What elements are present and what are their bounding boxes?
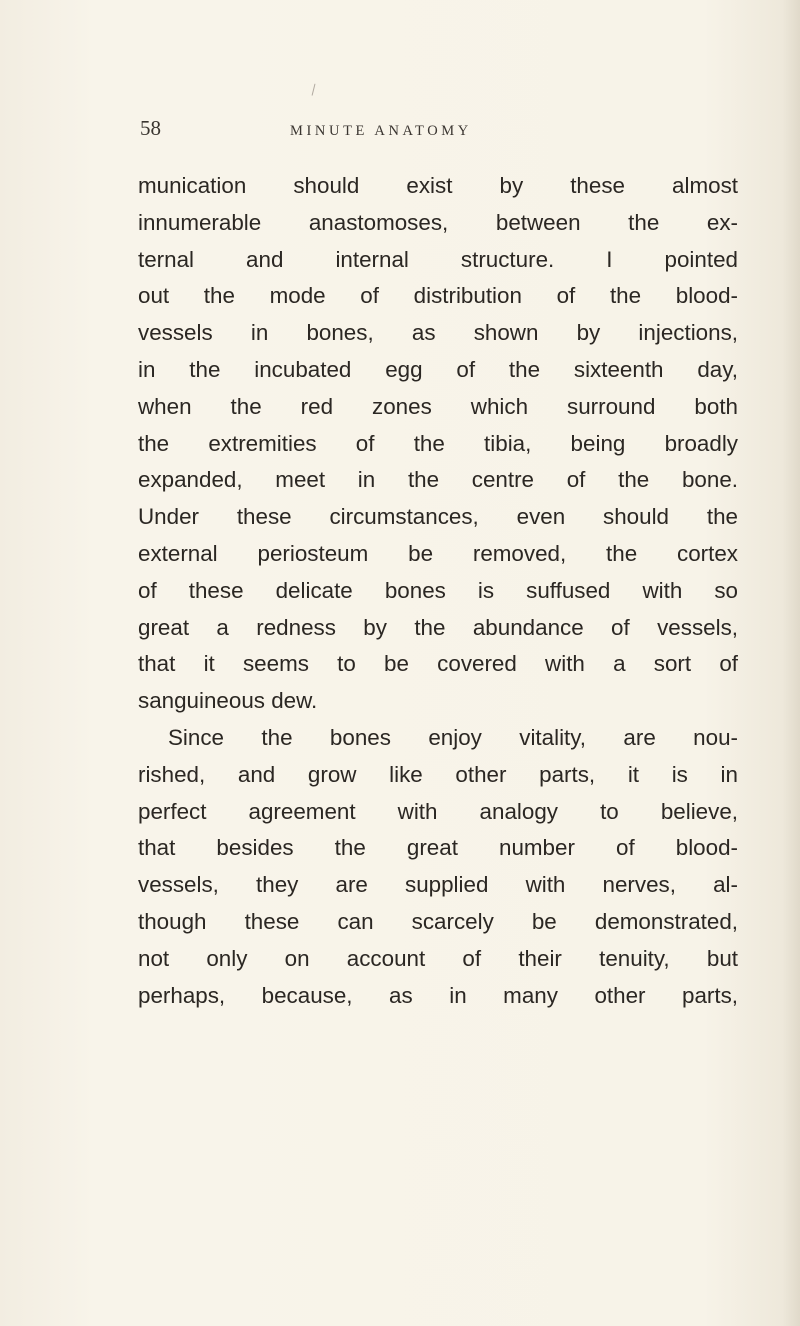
- text-line: external periosteum be removed, the cortex: [138, 540, 738, 566]
- text-line: Since the bones enjoy vitality, are nou-: [168, 724, 738, 750]
- text-line: rished, and grow like other parts, it is in: [138, 761, 738, 787]
- page-number: 58: [140, 116, 161, 140]
- page-edge-shadow: [782, 0, 800, 1326]
- pencil-mark: [312, 84, 319, 97]
- text-line: vessels, they are supplied with nerves, al-: [138, 872, 738, 898]
- text-line: sanguineous dew.: [138, 688, 318, 714]
- text-line: innumerable anastomoses, between the ex-: [138, 209, 738, 235]
- text-line: not only on account of their tenuity, but: [138, 945, 738, 971]
- text-line: though these can scarcely be demonstrated,: [138, 908, 738, 934]
- text-line: expanded, meet in the centre of the bone.: [138, 467, 738, 493]
- text-line: munication should exist by these almost: [138, 173, 738, 198]
- text-line: great a redness by the abundance of vessels,: [138, 614, 738, 640]
- text-line: that it seems to be covered with a sort of: [138, 651, 738, 677]
- text-line: out the mode of distribution of the blood-: [138, 283, 738, 309]
- text-line: Under these circumstances, even should the: [138, 504, 738, 530]
- text-line: in the incubated egg of the sixteenth day,: [138, 356, 738, 382]
- text-line: vessels in bones, as shown by injections,: [138, 320, 738, 346]
- text-line: ternal and internal structure. I pointed: [138, 246, 738, 272]
- text-line: the extremities of the tibia, being broadly: [138, 430, 738, 456]
- text-line: of these delicate bones is suffused with so: [138, 577, 738, 603]
- running-head: MINUTE ANATOMY: [290, 123, 472, 139]
- body-text: [138, 168, 738, 1014]
- text-line: when the red zones which surround both: [138, 393, 738, 419]
- text-line: that besides the great number of blood-: [138, 835, 738, 861]
- text-line: perhaps, because, as in many other parts,: [138, 982, 738, 1008]
- page-header: [140, 116, 620, 140]
- text-line: perfect agreement with analogy to believe,: [138, 798, 738, 824]
